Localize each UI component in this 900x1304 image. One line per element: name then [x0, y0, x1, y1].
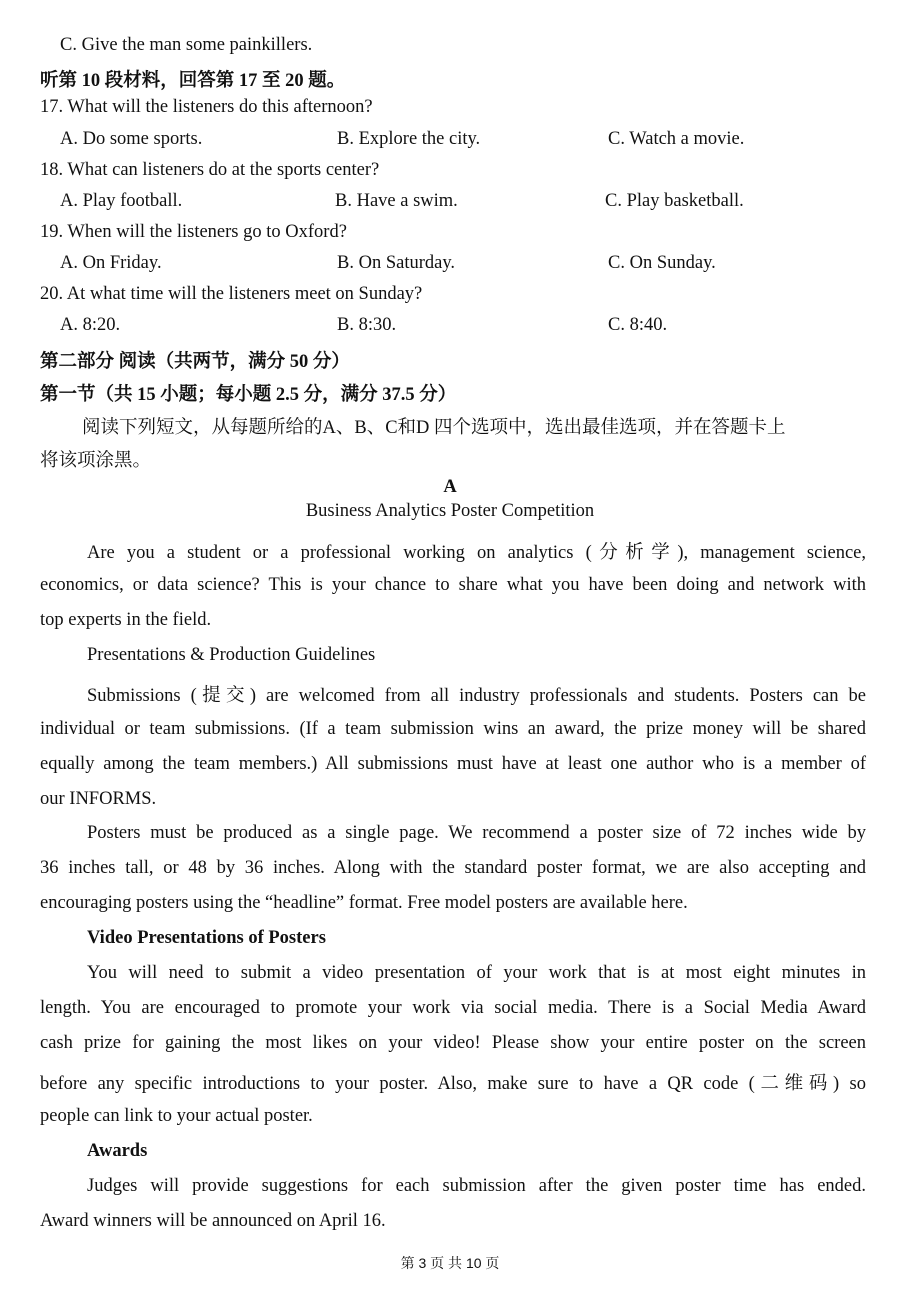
q17-option-a: A. Do some sports. [60, 129, 203, 149]
section10-header: 听第 10 段材料，回答第 17 至 20 题。 [40, 71, 346, 91]
awards-line-2: Award winners will be announced on April 16. [40, 1211, 386, 1231]
video-line-1: You will need to submit a video presentation of your work that is at most eight minutes in [87, 963, 866, 983]
video-line-5: people can link to your actual poster. [40, 1106, 313, 1126]
instructions-line-1: 阅读下列短文，从每题所给的A、B、C和D 四个选项中，选出最佳选项，并在答题卡上 [82, 418, 786, 438]
passage-title: Business Analytics Poster Competition [305, 501, 595, 521]
q20-option-a: A. 8:20. [60, 315, 121, 335]
video-line-2: length. You are encouraged to promote your work via social media. There is a Social Media Award [40, 998, 866, 1018]
instructions-line-2: 将该项涂黑。 [40, 451, 152, 471]
q19-option-b: B. On Saturday. [337, 253, 456, 273]
posters-line-1: Posters must be produced as a single page. We recommend a poster size of 72 inches wide by [87, 823, 866, 843]
intro-line-1: Are you a student or a professional working on analytics (分析学), management science, [87, 543, 866, 563]
question-18: 18. What can listeners do at the sports center? [40, 160, 380, 180]
q20-option-b: B. 8:30. [337, 315, 397, 335]
intro-line-3: top experts in the field. [40, 610, 212, 630]
video-heading: Video Presentations of Posters [87, 928, 326, 948]
submissions-line-2: individual or team submissions. (If a team submission wins an award, the prize money will be shared [40, 719, 866, 739]
part2-title: 第二部分 阅读（共两节，满分 50 分） [40, 352, 350, 372]
question-19: 19. When will the listeners go to Oxford? [40, 222, 347, 242]
posters-line-2: 36 inches tall, or 48 by 36 inches. Along with the standard poster format, we are also accepting and [40, 858, 866, 878]
awards-heading: Awards [87, 1141, 148, 1161]
question-17: 17. What will the listeners do this afternoon? [40, 97, 373, 117]
passage-letter: A [443, 477, 457, 497]
video-line-3: cash prize for gaining the most likes on your video! Please show your entire poster on the screen [40, 1033, 866, 1053]
previous-option-c: C. Give the man some painkillers. [60, 35, 313, 55]
page-footer: 第 3 页 共 10 页 [400, 1255, 500, 1271]
video-line-4: before any specific introductions to your poster. Also, make sure to have a QR code (二维码) so [40, 1074, 866, 1094]
q18-option-b: B. Have a swim. [335, 191, 458, 211]
submissions-line-4: our INFORMS. [40, 789, 157, 809]
q19-option-a: A. On Friday. [60, 253, 162, 273]
q18-option-a: A. Play football. [60, 191, 183, 211]
section1-title: 第一节（共 15 小题；每小题 2.5 分，满分 37.5 分） [40, 385, 457, 405]
question-20: 20. At what time will the listeners meet on Sunday? [40, 284, 423, 304]
q19-option-c: C. On Sunday. [608, 253, 716, 273]
q20-option-c: C. 8:40. [608, 315, 668, 335]
posters-line-3: encouraging posters using the “headline” format. Free model posters are available here. [40, 893, 688, 913]
q17-option-b: B. Explore the city. [337, 129, 481, 149]
awards-line-1: Judges will provide suggestions for each submission after the given poster time has ended. [87, 1176, 866, 1196]
q17-option-c: C. Watch a movie. [608, 129, 745, 149]
intro-line-2: economics, or data science? This is your chance to share what you have been doing and network with [40, 575, 866, 595]
submissions-line-1: Submissions (提交) are welcomed from all industry professionals and students. Posters can be [87, 686, 866, 706]
q18-option-c: C. Play basketball. [605, 191, 744, 211]
submissions-line-3: equally among the team members.) All submissions must have at least one author who is a member of [40, 754, 866, 774]
guidelines-heading: Presentations & Production Guidelines [87, 645, 376, 665]
